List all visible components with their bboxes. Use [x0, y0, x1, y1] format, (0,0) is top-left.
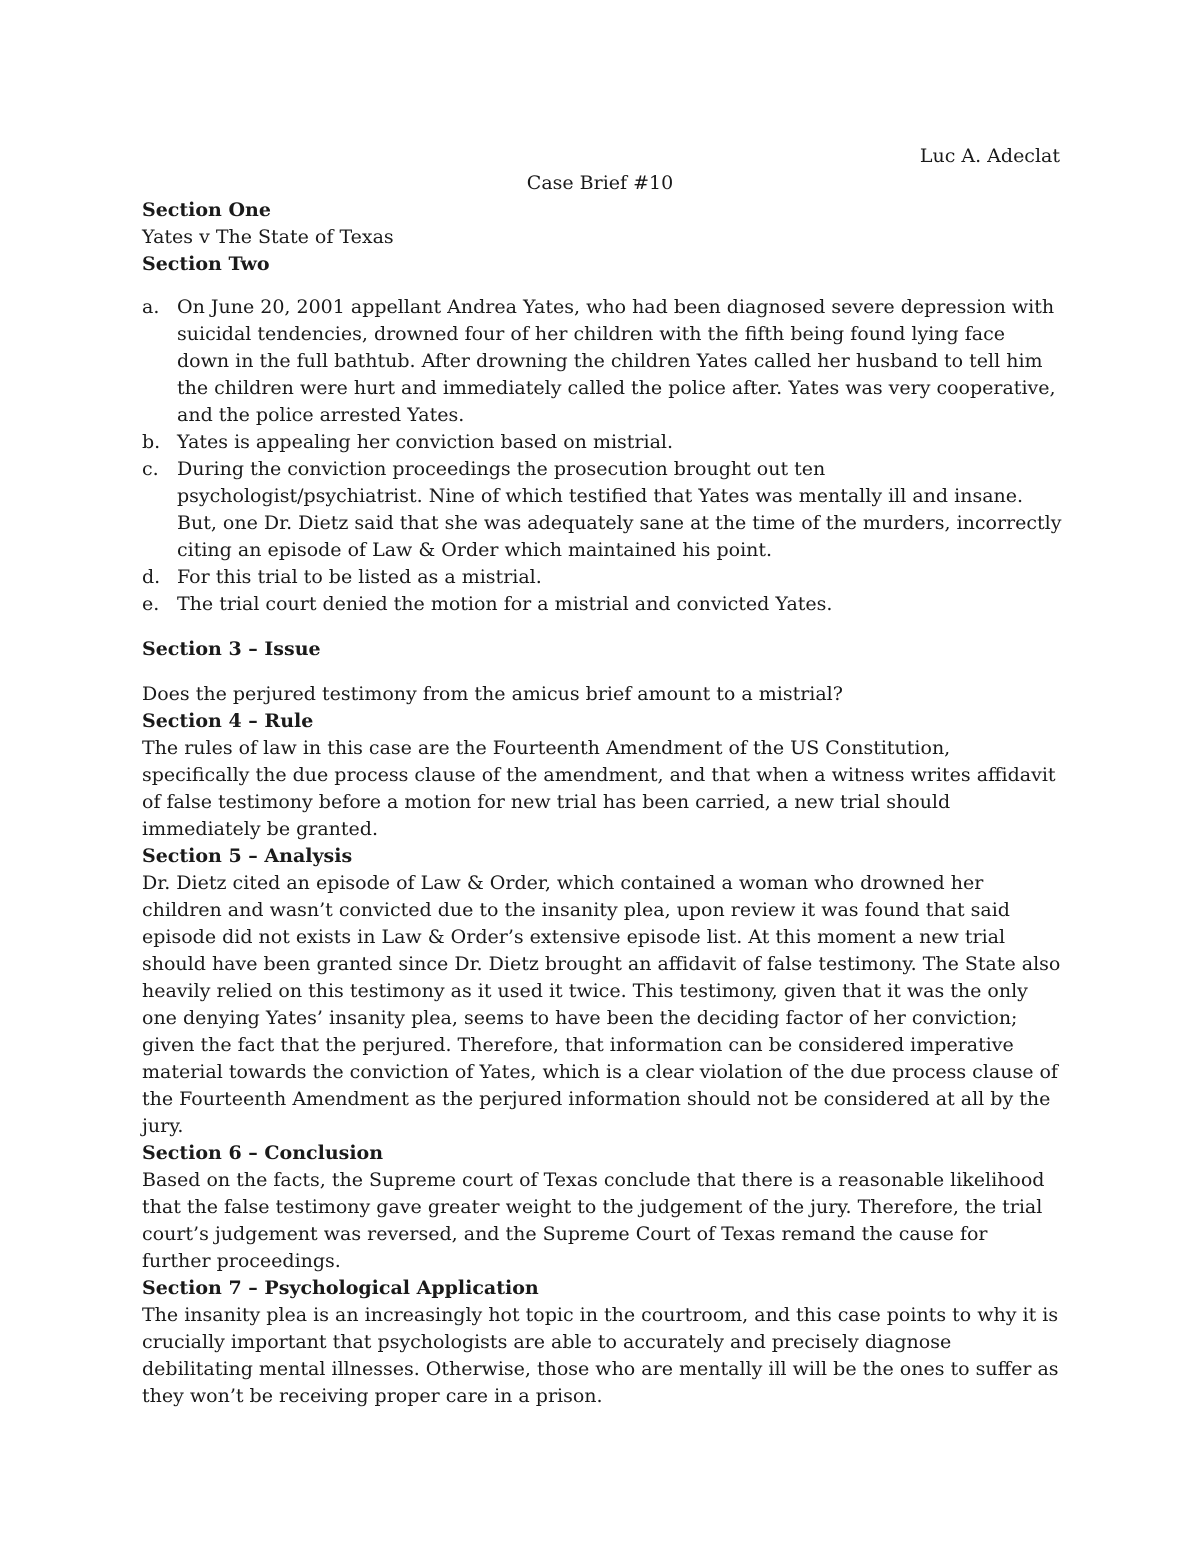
- section-two-heading: Section Two: [142, 253, 270, 275]
- list-item-text: On June 20, 2001 appellant Andrea Yates, who had been diagnosed severe depression with suicidal tendencies, drowned four of her children with the fifth being found lying face down in the full bathtub. After drowning the children Yates called her husband to tell him the children were hurt and immediately called the police after. Yates was very cooperative, and the police arrested Yates.: [177, 296, 1056, 426]
- list-marker: e.: [142, 593, 160, 615]
- facts-list: [142, 294, 1062, 618]
- document-body: [142, 197, 1062, 1410]
- case-name: Yates v The State of Texas: [142, 226, 394, 248]
- section-five-heading: Section 5 – Analysis: [142, 845, 353, 867]
- list-marker: c.: [142, 458, 159, 480]
- section-four-heading: Section 4 – Rule: [142, 710, 314, 732]
- list-item: [142, 591, 1062, 618]
- issue-text: Does the perjured testimony from the amicus brief amount to a mistrial?: [142, 683, 843, 705]
- author-name: Luc A. Adeclat: [919, 145, 1060, 167]
- analysis-text: Dr. Dietz cited an episode of Law & Order, which contained a woman who drowned her children and wasn’t convicted due to the insanity plea, upon review it was found that said episode did not exists in Law & Order’s extensive episode list. At this moment a new trial should have been granted since Dr. Dietz brought an affidavit of false testimony. The State also heavily relied on this testimony as it used it twice. This testimony, given that it was the only one denying Yates’ insanity plea, seems to have been the deciding factor of her conviction; given the fact that the perjured. Therefore, that information can be considered imperative material towards the conviction of Yates, which is a clear violation of the due process clause of the Fourteenth Amendment as the perjured information should not be considered at all by the jury.: [142, 872, 1061, 1137]
- list-item-text: During the conviction proceedings the prosecution brought out ten psychologist/psychiatrist. Nine of which testified that Yates was mentally ill and insane. But, one Dr. Dietz said that she was adequately sane at the time of the murders, incorrectly citing an episode of Law & Order which maintained his point.: [177, 458, 1062, 561]
- document-title: Case Brief #10: [526, 172, 674, 194]
- application-text: The insanity plea is an increasingly hot topic in the courtroom, and this case points to why it is crucially important that psychologists are able to accurately and precisely diagnose debilitating mental illnesses. Otherwise, those who are mentally ill will be the ones to suffer as they won’t be receiving proper care in a prison.: [142, 1304, 1059, 1407]
- list-marker: d.: [142, 566, 161, 588]
- list-marker: a.: [142, 296, 160, 318]
- list-item: [142, 429, 1062, 456]
- rule-text: The rules of law in this case are the Fourteenth Amendment of the US Constitution, specifically the due process clause of the amendment, and that when a witness writes affidavit of false testimony before a motion for new trial has been carried, a new trial should immediately be granted.: [142, 737, 1056, 840]
- list-item: [142, 564, 1062, 591]
- section-three-heading: Section 3 – Issue: [142, 638, 321, 660]
- section-seven-heading: Section 7 – Psychological Application: [142, 1277, 539, 1299]
- list-marker: b.: [142, 431, 161, 453]
- list-item-text: For this trial to be listed as a mistrial.: [177, 566, 542, 588]
- section-one-heading: Section One: [142, 199, 271, 221]
- list-item: [142, 294, 1062, 429]
- section-six-heading: Section 6 – Conclusion: [142, 1142, 384, 1164]
- list-item-text: The trial court denied the motion for a mistrial and convicted Yates.: [177, 593, 833, 615]
- list-item-text: Yates is appealing her conviction based on mistrial.: [177, 431, 674, 453]
- list-item: [142, 456, 1062, 564]
- conclusion-text: Based on the facts, the Supreme court of Texas conclude that there is a reasonable likelihood that the false testimony gave greater weight to the judgement of the jury. Therefore, the trial court’s judgement was reversed, and the Supreme Court of Texas remand the cause for further proceedings.: [142, 1169, 1045, 1272]
